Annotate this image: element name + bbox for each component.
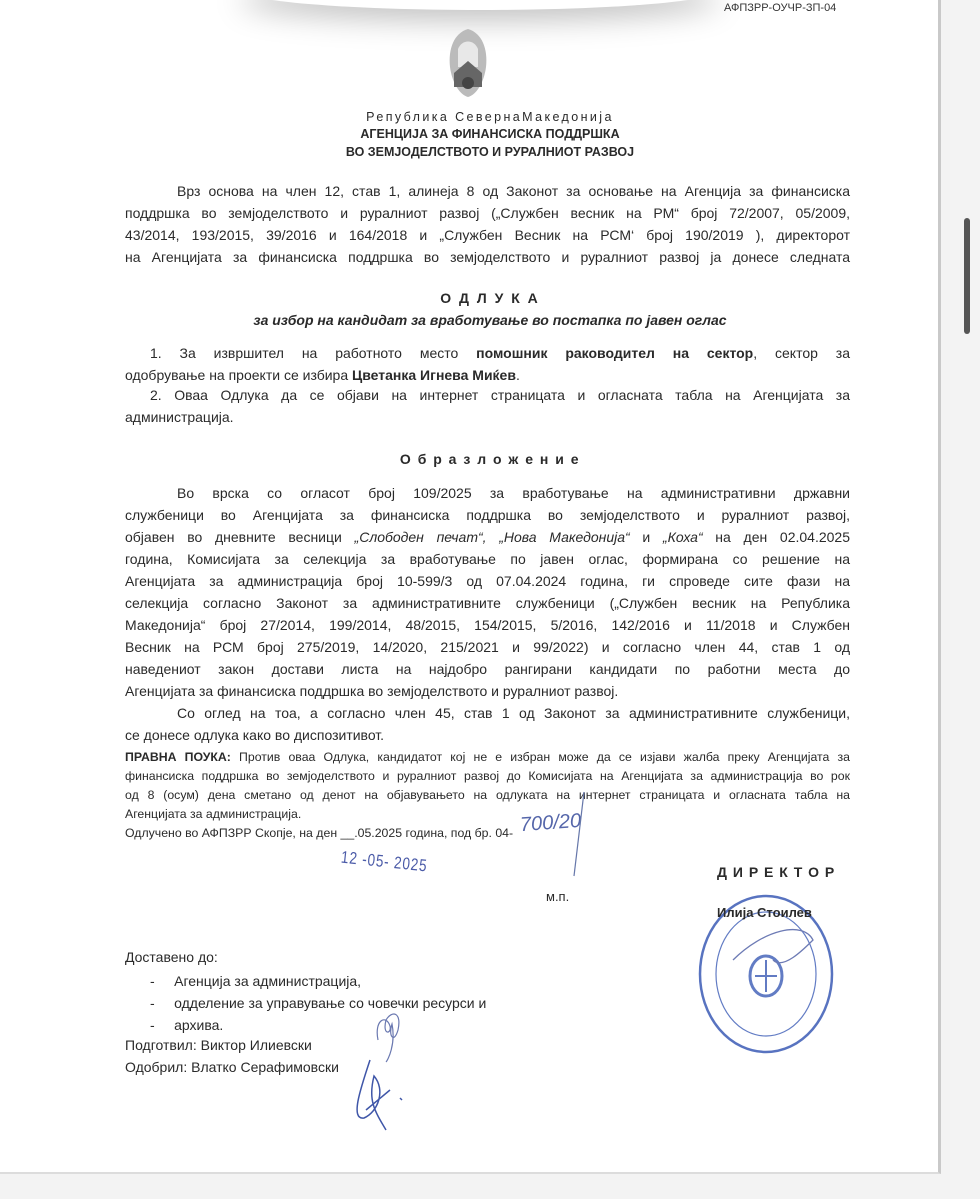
decision-item-1: 1. За извршител на работното место помошник раководител на сектор, сектор за xyxy=(150,345,850,361)
coat-of-arms-icon xyxy=(446,27,490,99)
director-title: Д И Р Е К Т О Р xyxy=(717,864,836,880)
reasoning-line: наведениот закон достави листа на најдобро рангирани кандидати по работни места до xyxy=(125,661,850,677)
date-stamp: 12 -05- 2025 xyxy=(340,847,429,876)
reasoning-line: службеници во Агенцијата за финансиска поддршка во земјоделството и руралниот развој, xyxy=(125,507,850,523)
reasoning-line: објавен во дневните весници „Слободен печат“, „Нова Македонија“ и „Коха“ на ден 02.04.2025 xyxy=(125,529,850,545)
top-shadow xyxy=(240,0,720,10)
header-agency-line2: ВО ЗЕМЈОДЕЛСТВОТО И РУРАЛНИОТ РАЗВОЈ xyxy=(345,145,635,159)
reasoning-line: Агенцијата за администрација број 10-599/3 од 07.04.2024 година, ги спроведе сите фази на xyxy=(125,573,850,589)
reasoning-line: Весник на РСМ број 275/2019, 14/2020, 215/2021 и 99/2022) и согласно член 44, став 1 од xyxy=(125,639,850,655)
decision-item-2-cont: администрација. xyxy=(125,409,234,425)
decided-line: Одлучено во АФПЗРР Скопје, на ден __.05.2025 година, под бр. 04- xyxy=(125,826,514,840)
delivered-item: - Агенција за администрација, xyxy=(150,973,362,989)
legal-line: Агенцијата за администрација. xyxy=(125,807,302,821)
preamble-line: Врз основа на член 12, став 1, алинеја 8 од Законот за основање на Агенција за финансиска xyxy=(177,183,850,199)
scrollbar[interactable] xyxy=(964,218,970,334)
reasoning-line: година, Комисијата за селекција за вработување по јавен оглас, формирана со решение на xyxy=(125,551,850,567)
header-agency-line1: АГЕНЦИЈА ЗА ФИНАНСИСКА ПОДДРШКА xyxy=(360,127,620,141)
decision-item-1-cont: одобрување на проекти се избира Цветанка Игнева Миќев. xyxy=(125,367,520,383)
reasoning-line: се донесе одлука како во диспозитивот. xyxy=(125,727,385,743)
preamble-line: на Агенцијата за финансиска поддршка во земјоделството и руралниот развој ја донесе следната xyxy=(125,249,850,265)
approved-by: Одобрил: Влатко Серафимовски xyxy=(125,1059,339,1075)
reasoning-line: Македонија“ број 27/2014, 199/2014, 48/2015, 154/2015, 5/2016, 142/2016 и 11/2018 и Службен xyxy=(125,617,850,633)
legal-line: ПРАВНА ПОУКА: Против оваа Одлука, кандидатот кој не е избран може да се изјави жалба преку Агенцијата за xyxy=(125,750,851,764)
preamble-line: поддршка во земјоделството и руралниот развој („Службен весник на РМ“ број 72/2007, 05/2009, xyxy=(125,205,850,221)
mp-label: м.п. xyxy=(546,889,570,904)
prepared-by: Подготвил: Виктор Илиевски xyxy=(125,1037,312,1053)
signatures xyxy=(330,1000,420,1150)
pen-stroke xyxy=(570,790,590,880)
reasoning-line: Со оглед на тоа, а согласно член 45, став 1 од Законот за административните службеници, xyxy=(177,705,850,721)
reasoning-line: Во врска со огласот број 109/2025 за вработување на административни државни xyxy=(177,485,850,501)
legal-line: од 8 (осум) дена сметано од денот на објавувањето на одлуката на интернет страницата и огласната табла на xyxy=(125,788,850,802)
delivered-title: Доставено до: xyxy=(125,949,218,965)
decision-item-2: 2. Оваа Одлука да се објави на интернет страницата и огласната табла на Агенцијата за xyxy=(150,387,850,403)
delivered-item: - одделение за управување со човечки ресурси и xyxy=(150,995,487,1011)
preamble-line: 43/2014, 193/2015, 39/2016 и 164/2018 и „Службен Весник на РСМ‘ број 190/2019 ), директорот xyxy=(125,227,850,243)
doc-code: АФПЗРР-ОУЧР-ЗП-04 xyxy=(724,2,837,14)
header-country: Република СевернаМакедонија xyxy=(366,110,614,124)
handwritten-number: 700/20 xyxy=(519,809,582,837)
decision-subtitle: за избор на кандидат за вработување во постапка по јавен оглас xyxy=(253,312,727,328)
reasoning-line: селекција согласно Законот за административните службеници („Службен весник на Република xyxy=(125,595,850,611)
director-name: Илија Стоилев xyxy=(717,905,812,920)
legal-line: финансиска поддршка во земјоделството и руралниот развој до Комисијата на Агенцијата за администрација во рок xyxy=(125,769,850,783)
reasoning-line: Агенцијата за финансиска поддршка во земјоделството и руралниот развој. xyxy=(125,683,619,699)
reasoning-title: О б р а з л о ж е н и е xyxy=(399,451,581,467)
delivered-item: - архива. xyxy=(150,1017,224,1033)
decision-title: О Д Л У К А xyxy=(440,290,540,306)
